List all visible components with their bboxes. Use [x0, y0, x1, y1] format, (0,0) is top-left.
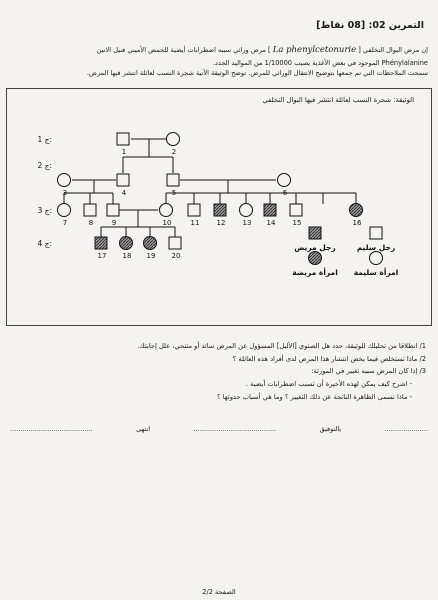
pedigree-individual-16 — [350, 204, 363, 217]
exercise-title: التمرين 02: [08 نقاط] — [316, 20, 424, 31]
individual-label-7: 7 — [62, 219, 68, 227]
pedigree-individual-18 — [120, 237, 133, 250]
page-number: الصفحة 2/2 — [202, 588, 236, 596]
pedigree-individual-2 — [167, 133, 180, 146]
document-caption: الوثيقة: شجرة النسب لعائلة انتشر فيها البوال التخلفي — [262, 96, 414, 104]
pedigree-individual-9 — [107, 204, 119, 216]
individual-label-12: 12 — [216, 219, 226, 227]
pedigree-individual-3 — [58, 174, 71, 187]
pedigree-individual-12 — [214, 204, 226, 216]
generation-label-3: ج 3: — [37, 206, 52, 215]
individual-label-14: 14 — [266, 219, 276, 227]
closing-line — [10, 425, 428, 433]
legend-sick-man-label: رجل مريض — [294, 243, 336, 252]
pedigree-individual-15 — [290, 204, 302, 216]
individual-label-6: 6 — [282, 189, 288, 197]
dotted-left: ........................................ — [10, 425, 93, 433]
disease-latin-name: La phenylcetonurie — [272, 45, 357, 55]
generation-label-2: ج 2: — [37, 161, 52, 170]
pedigree-individual-6 — [278, 174, 291, 187]
legend-healthy-woman-label: امرأة سليمة — [353, 268, 399, 277]
question-3a: - اشرح كيف يمكن لهذه الأخيرة أن تسبب اضطرابات أيضية . — [245, 380, 412, 389]
question-1: 1/ انطلاقا من تحليلك للوثيقة، حدد هل الصنوي [الأليل] المسؤول عن المرض سائد أو متنحي، علل إجابتك. — [137, 342, 426, 350]
dotted-mid: ........................................ — [193, 425, 277, 433]
intro-line-1-start: إن مرض البوال التخلفي [ — [358, 46, 428, 54]
legend-sick-woman-symbol — [309, 252, 322, 265]
legend-healthy-woman-symbol — [370, 252, 383, 265]
intro-line-2: Phénylalanine الموجود في بعض الأغذية يصيب 1/10000 من المواليد الجدد. — [212, 58, 428, 67]
question-2: 2/ ماذا تستخلص فيما يخص انتشار هذا المرض لدى أفراد هذه العائلة ؟ — [232, 354, 426, 363]
intro-line-3: سمحت الملاحظات التي تم جمعها بتوضيح الانتقال الوراثي للمرض. توضح الوثيقة الآتية شجرة النسب لعائلة انتشر فيها المرض. — [86, 69, 428, 78]
individual-label-4: 4 — [121, 189, 127, 197]
pedigree-individual-1 — [117, 133, 129, 145]
individual-label-17: 17 — [97, 252, 107, 260]
individual-label-15: 15 — [292, 219, 302, 227]
pedigree-individual-19 — [144, 237, 157, 250]
legend-sick-woman-label: امرأة مريضة — [292, 268, 338, 277]
individual-label-1: 1 — [121, 148, 127, 156]
end-label: انتهى — [136, 425, 151, 433]
individual-label-20: 20 — [171, 252, 181, 260]
individual-label-16: 16 — [352, 219, 362, 227]
pedigree-individual-5 — [167, 174, 179, 186]
generation-label-1: ج 1: — [37, 135, 52, 144]
individual-label-9: 9 — [111, 219, 117, 227]
individual-label-2: 2 — [171, 148, 177, 156]
question-3b: - ماذا تسمى الظاهرة الناتجة عن ذلك التغيير ؟ وما هي أسباب حدوثها ؟ — [217, 392, 412, 401]
individual-label-3: 3 — [62, 189, 68, 197]
legend-healthy-man-symbol — [370, 227, 382, 239]
pedigree-individual-13 — [240, 204, 253, 217]
generation-label-4: ج 4: — [37, 239, 52, 248]
intro-line-1-end: ] مرض وراثي سببه اضطرابات أيضية للحمض الأميني فنيل الانين — [96, 46, 271, 54]
pedigree-individual-17 — [95, 237, 107, 249]
pedigree-individual-14 — [264, 204, 276, 216]
pedigree-individual-10 — [160, 204, 173, 217]
legend-sick-man-symbol — [309, 227, 321, 239]
legend-healthy-man-label: رجل سليم — [356, 243, 396, 252]
questions-section — [10, 340, 426, 404]
pedigree-individual-7 — [58, 204, 71, 217]
pedigree-individual-20 — [169, 237, 181, 249]
pedigree-individual-4 — [117, 174, 129, 186]
individual-label-13: 13 — [242, 219, 252, 227]
pedigree-individual-8 — [84, 204, 96, 216]
individual-label-11: 11 — [190, 219, 200, 227]
individual-label-8: 8 — [88, 219, 94, 227]
dotted-right: ..................... — [384, 425, 428, 433]
good-luck-label: بالتوفيق — [319, 425, 342, 433]
individual-label-18: 18 — [122, 252, 132, 260]
individual-label-19: 19 — [146, 252, 156, 260]
individual-label-10: 10 — [162, 219, 172, 227]
question-3: 3/ إذا كان المرض سببه تغيير في المورثة: — [311, 367, 426, 376]
pedigree-individual-11 — [188, 204, 200, 216]
individual-label-5: 5 — [171, 189, 177, 197]
